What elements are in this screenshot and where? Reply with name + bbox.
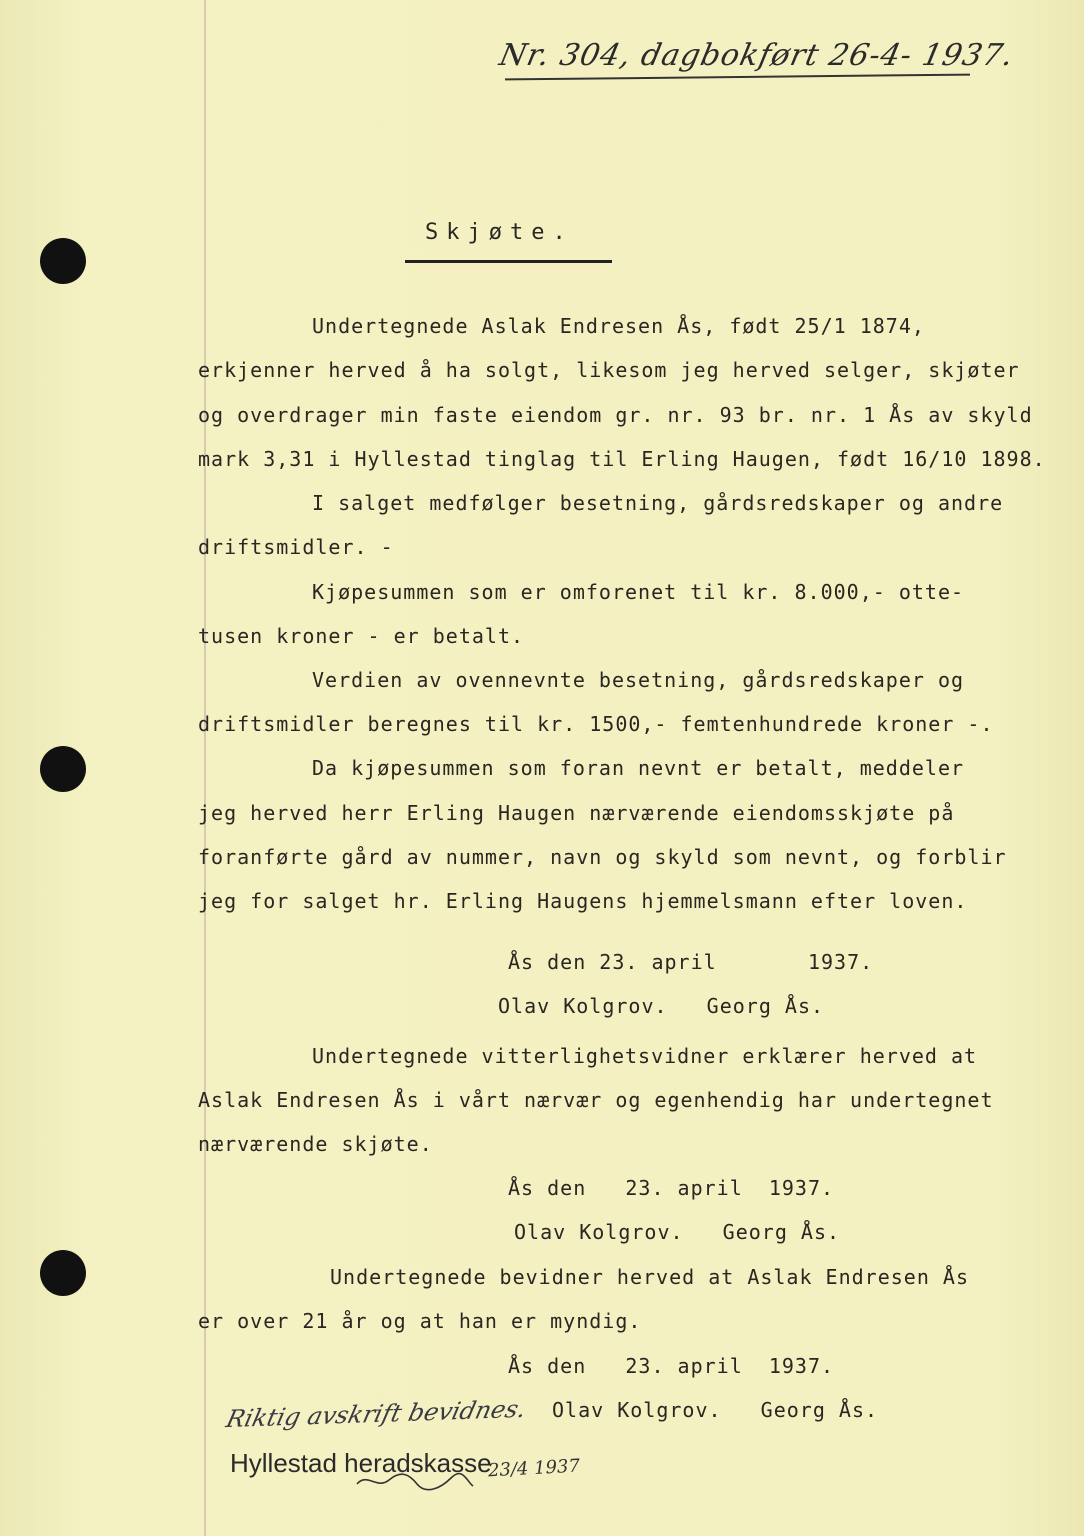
stamp-date: 23/4 1937 — [487, 1455, 581, 1482]
text-line: I salget medfølger besetning, gårdsredskaper og andre — [312, 491, 1004, 515]
place-date: Ås den 23. april 1937. — [508, 1354, 835, 1378]
margin-line — [204, 0, 206, 1536]
text-line: er over 21 år og at han er myndig. — [198, 1309, 642, 1333]
text-line: Undertegnede bevidner herved at Aslak Endresen Ås — [330, 1265, 970, 1289]
text-line: jeg for salget hr. Erling Haugens hjemmelsmann efter loven. — [198, 889, 968, 913]
handwritten-signature — [355, 1470, 475, 1492]
text-line: Da kjøpesummen som foran nevnt er betalt, meddeler — [312, 756, 965, 780]
title-rule — [405, 260, 612, 263]
text-line: og overdrager min faste eiendom gr. nr. 93 br. nr. 1 Ås av skyld — [198, 403, 1033, 427]
text-line: Undertegnede vitterlighetsvidner erklærer herved at — [312, 1044, 978, 1068]
text-line: driftsmidler beregnes til kr. 1500,- femtenhundrede kroner -. — [198, 712, 994, 736]
text-line: Aslak Endresen Ås i vårt nærvær og egenhendig har undertegnet — [198, 1088, 994, 1112]
text-line: nærværende skjøte. — [198, 1132, 433, 1156]
text-line: foranførte gård av nummer, navn og skyld som nevnt, og forblir — [198, 845, 1007, 869]
signatures: Olav Kolgrov. Georg Ås. — [498, 994, 825, 1018]
journal-entry-note: Nr. 304, dagbokført 26-4- 1937. — [496, 38, 1018, 73]
text-line: mark 3,31 i Hyllestad tinglag til Erling Haugen, født 16/10 1898. — [198, 447, 1046, 471]
punch-hole-middle — [40, 746, 86, 792]
text-line: driftsmidler. - — [198, 535, 394, 559]
text-line: jeg herved herr Erling Haugen nærværende eiendomsskjøte på — [198, 801, 955, 825]
text-line: Undertegnede Aslak Endresen Ås, født 25/1 1874, — [312, 314, 925, 338]
handwritten-certification: Riktig avskrift bevidnes. — [223, 1394, 529, 1434]
signatures: Olav Kolgrov. Georg Ås. — [552, 1398, 879, 1422]
text-line: Kjøpesummen som er omforenet til kr. 8.000,- otte- — [312, 580, 965, 604]
signatures: Olav Kolgrov. Georg Ås. — [514, 1220, 841, 1244]
document-title: Skjøte. — [425, 220, 574, 245]
text-line: Verdien av ovennevnte besetning, gårdsredskaper og — [312, 668, 965, 692]
punch-hole-top — [40, 238, 86, 284]
punch-hole-bottom — [40, 1250, 86, 1296]
place-date: Ås den 23. april 1937. — [508, 1176, 835, 1200]
journal-entry-underline — [505, 74, 970, 81]
text-line: tusen kroner - er betalt. — [198, 624, 525, 648]
text-line: erkjenner herved å ha solgt, likesom jeg herved selger, skjøter — [198, 358, 1020, 382]
office-stamp: Hyllestad heradskasse — [230, 1448, 492, 1478]
place-date: Ås den 23. april 1937. — [508, 950, 874, 974]
